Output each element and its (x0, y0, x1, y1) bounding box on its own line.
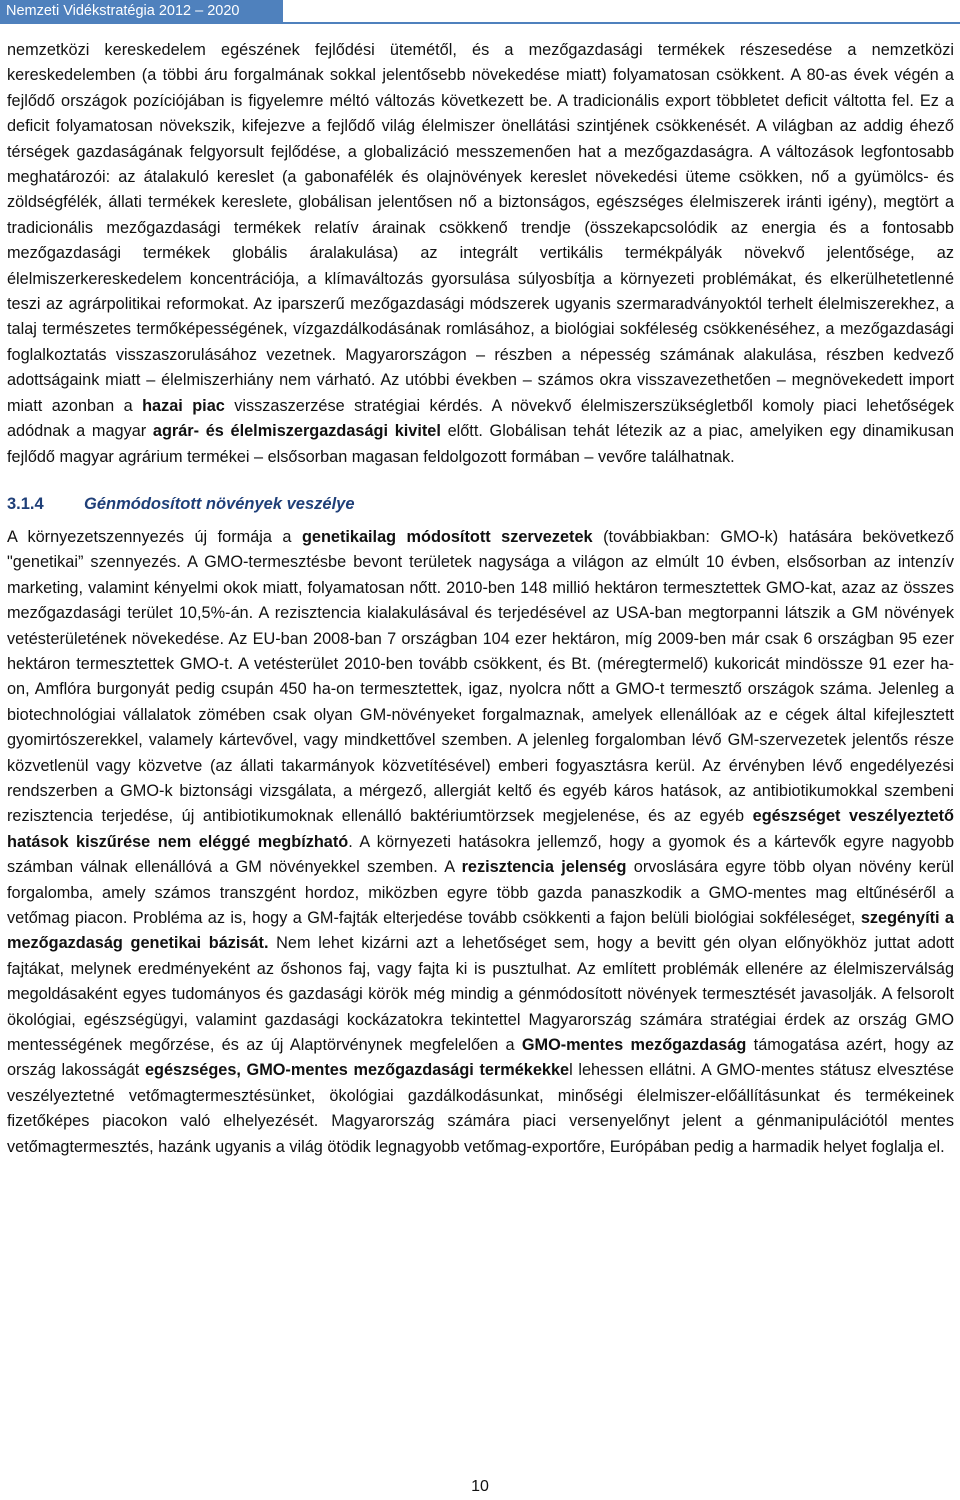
bold-run: GMO-mentes mezőgazdaság (521, 1036, 747, 1055)
paragraph-market (7, 38, 954, 470)
paragraph-gmo (7, 525, 954, 1160)
bold-run: agrár- és élelmiszergazdasági kivitel (152, 422, 441, 441)
section-number: 3.1.4 (7, 494, 44, 513)
text-run: l lehessen ellátni. A GMO-mentes státusz elvesztése veszélyeztetné vetőmagtermesztésünket, ökológiai gazdálkodásunkat, minőségi élelmiszer-előállításunkat és termékeinek fizetőképes piacokon való elhelyezését. Magyarország számára piaci versenyelőnyt jelent a génmanipulációtól mentes vetőmagtermesztés, hazánk ugyanis a világ ötödik legnagyobb vetőmag-exportőre, Európában pedig a harmadik helyet foglalja el. (7, 1061, 954, 1156)
header-rule (0, 22, 960, 24)
bold-run: rezisztencia jelenség (461, 858, 627, 877)
header-title: Nemzeti Vidékstratégia 2012 – 2020 (6, 3, 240, 19)
text-run: előtt. Globálisan tehát létezik az a piac, amelyiken egy dinamikusan fejlődő magyar agrárium termékei – elsősorban magasan feldolgozott formában – vevőre találhatnak. (7, 422, 955, 466)
bold-run: genetikailag módosított szervezetek (301, 527, 593, 546)
text-run: támogatása azért, hogy az ország lakosságát (7, 1036, 954, 1080)
section-heading (7, 492, 954, 517)
text-run: Nem lehet kizárni azt a lehetőséget sem, hogy a bevitt gén olyan előnyökhöz juttat adott fajtákat, melynek eredményeként az őshonos faj, vagy fajta ki is pusztulhat. Az említett problémák ellenére az élelmiszerválság megoldásaként egyes tudományos és gazdasági körök még mindig a génmódosított növények termesztését javasolják. A felsorolt ökológiai, egészségügyi, valamint gazdasági kockázatokra tekintettel Magyarország számára stratégiai érdek az ország GMO mentességének megőrzése, és az új Alaptörvénynek megfelelően a (7, 934, 954, 1055)
text-run: . A környezeti hatásokra jellemző, hogy a gyomok és a kártevők egyre nagyobb számban válnak ellenállóvá a GM növényekkel szemben. A (7, 832, 954, 877)
page-number: 10 (471, 1478, 489, 1495)
text-run: visszaszerzése stratégiai kérdés. A növekvő élelmiszerszükségletből komoly piaci lehetőségek adódnak a magyar (7, 396, 954, 441)
bold-run: egészséget veszélyeztető hatások kiszűrése nem eléggé megbízható (7, 807, 954, 851)
bold-run: szegényíti a mezőgazdaság genetikai bázisát. (7, 909, 954, 953)
section-title: Génmódosított növények veszélye (84, 494, 355, 513)
text-run: (továbbiakban: GMO-k) hatására bekövetkező "genetikai” szennyezés. A GMO-termesztésbe bevont területek nagysága a világon az elmúlt 10 évben, elsősorban az intenzív marketing, valamint kényelmi okok miatt, folyamatosan nőtt. 2010-ben 148 millió hektáron termesztettek GMO-kat, azaz az összes mezőgazdasági terület 10,5%-án. A rezisztencia kialakulásával és terjedésével az USA-ban megtorpanni látszik a GM növények vetésterületének növekedése. Az EU-ban 2008-ban 7 országban 104 ezer hektáron, míg 2009-ben már csak 6 országban 95 ezer hektáron termesztettek GMO-t. A vetésterület 2010-ben tovább csökkent, és Bt. (méregtermelő) kukoricát mindössze 91 ezer ha-on, Amflóra burgonyát pedig csupán 450 ha-on termesztettek, igaz, nyolcra nőtt a GMO-t termesztő országok száma. Jelenleg a biotechnológiai vállalatok zömében csak olyan GM-növényeket forgalmaznak, amelyek ellenállóak az e cégek által kifejlesztett gyomirtószerekkel, valamely kártevővel, vagy mindkettővel szemben. A jelenleg forgalomban lévő GM-szervezetek jelentős része közvetlenül vagy közvetve (az állati takarmányok közvetítésével) emberi fogyasztásra kerül. Az érvényben lévő engedélyezési rendszerben a GMO-k biztonsági vizsgálata, a mérgező, allergiát keltő és egyéb káros hatások, az antibiotikumokkal szembeni rezisztencia terjedése, új antibiotikumoknak ellenálló baktériumtörzsek megjelenése, és az egyéb (7, 527, 954, 826)
document-header (0, 0, 283, 22)
document-body (7, 38, 954, 1160)
text-run: nemzetközi kereskedelem egészének fejlődési ütemétől, és a mezőgazdasági termékek részesedése a nemzetközi kereskedelemben (a többi áru forgalmának sokkal jelentősebb növekedése miatt) folyamatosan csökkent. A 80-as évek végén a fejlődő országok pozíciójában is figyelemre méltó változás következett be. A tradicionális export többletet deficit váltotta fel. Ez a deficit folyamatosan növekszik, kifejezve a fejlődő világ élelmiszer önellátási szintjének csökkenését. A világban az addig éhező térségek gazdaságának felgyorsult fejlődése, a globalizáció messzemenően hat a mezőgazdaságra. A változások legfontosabb meghatározói: az átalakuló kereslet (a gabonafélék és olajnövények kereslet növekedési üteme csökken, nő a gyümölcs- és zöldségfélék, állati termékek kereslete, globálisan jelentősen nő a biztonságos, egészséges élelmiszerek iránti igény), megtört a tradicionális mezőgazdasági termékek relatív árainak csökkenő trendje (összekapcsolódik az energia és a fontosabb mezőgazdasági termékek globális áralakulása) az integrált vertikális termékpályák növekvő jelentősége, az élelmiszerkereskedelem koncentrációja, a klímaváltozás gyorsulása súlyosbítja a környezeti problémákat, és elkerülhetetlenné teszi az agrárpolitikai reformokat. Az iparszerű mezőgazdasági módszerek ugyanis szermaradványoktól terhelt élelmiszerekhez, a talaj természetes termőképességének, vízgazdálkodásának romlásához, a biológiai sokféleség csökkenéséhez, a mezőgazdasági foglalkoztatás visszaszorulásához vezetnek. Magyarországon – részben a népesség számának alakulása, részben kedvező adottságaink miatt – élelmiszerhiány nem várható. Az utóbbi években – számos okra visszavezethetően – megnövekedett import miatt azonban a (7, 41, 954, 415)
bold-run: hazai piac (142, 396, 225, 415)
text-run: A környezetszennyezés új formája a (7, 527, 302, 546)
text-run: orvoslására egyre több olyan növény kerül forgalomba, amely számos transzgént hordoz, miközben egyre több gazda panaszkodik a GMO-mentes mag eltűnéséről a vetőmag piacon. Probléma az is, hogy a GM-fajták elterjedése tovább csökkenti a fajon belüli biológiai sokféleséget, (7, 858, 954, 927)
bold-run: egészséges, GMO-mentes mezőgazdasági termékekke (144, 1061, 570, 1080)
